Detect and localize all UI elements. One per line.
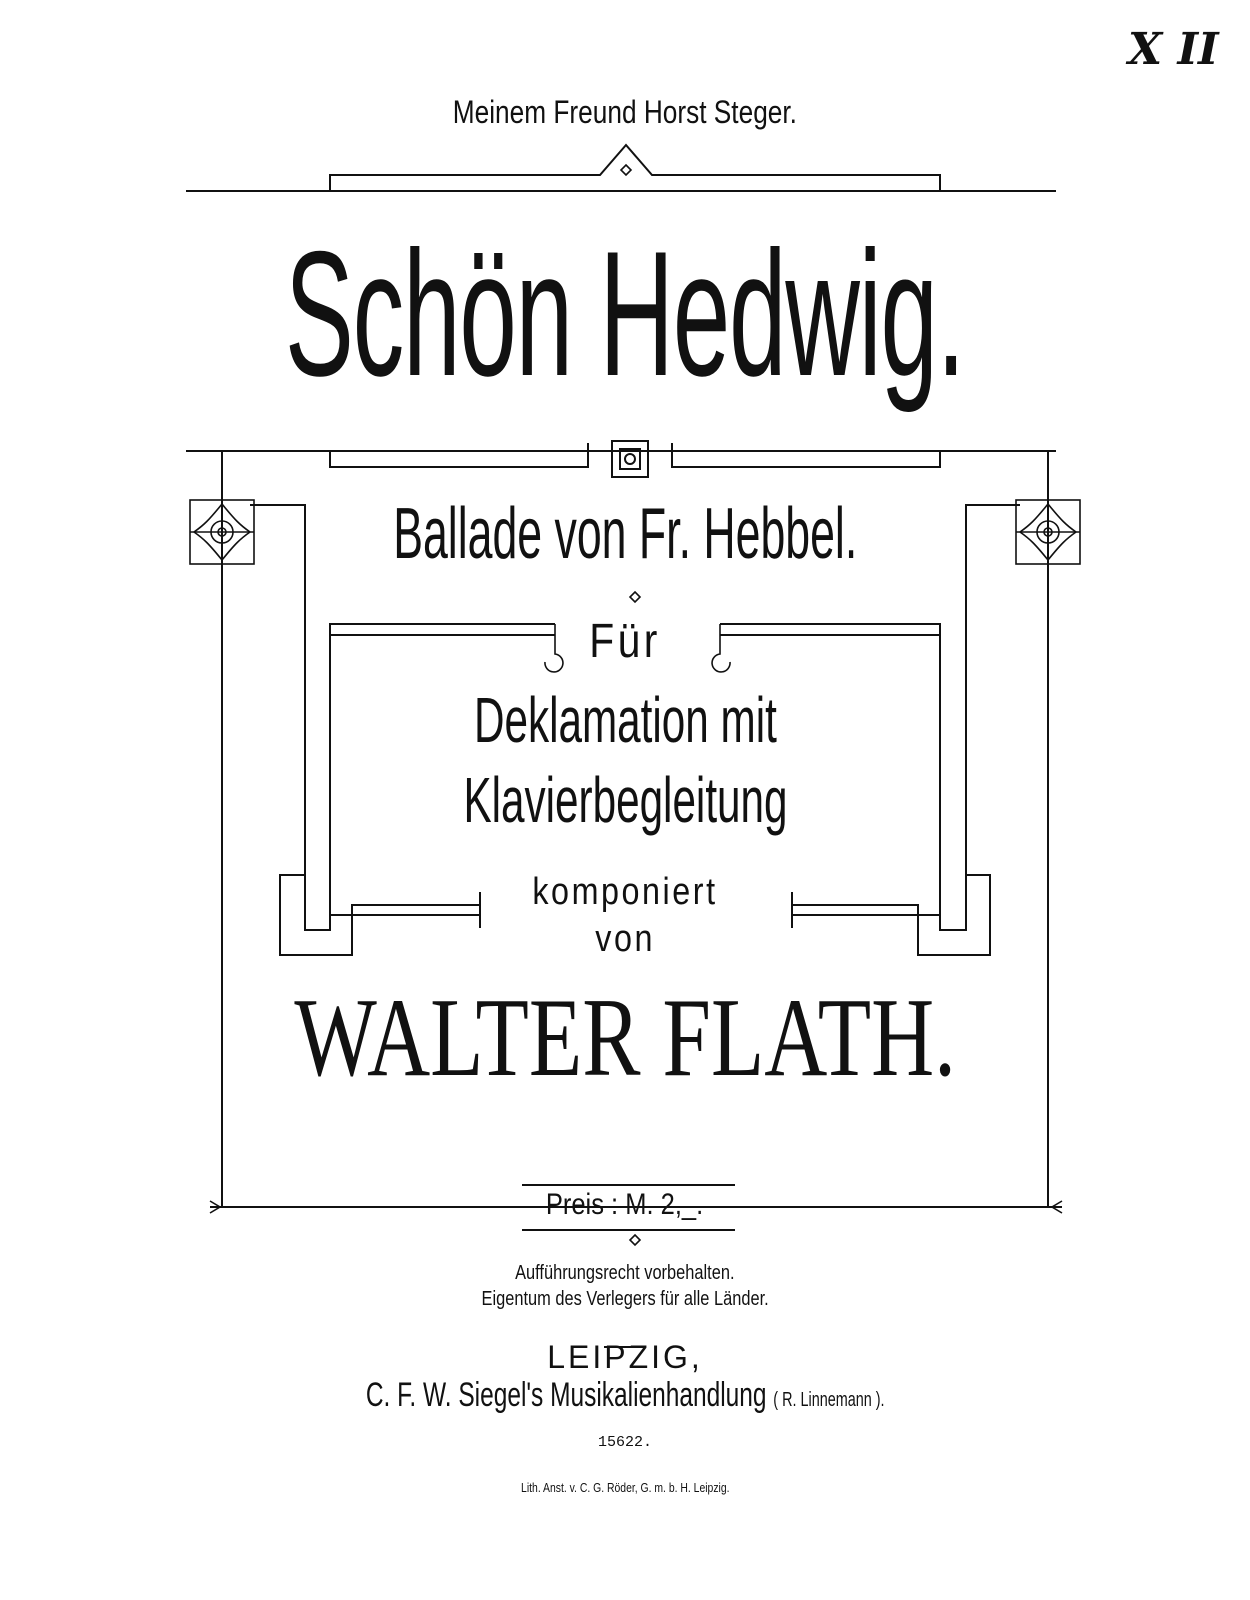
instrumentation-line-1: Deklamation mit bbox=[473, 684, 777, 756]
page-title: Schön Hedwig. bbox=[285, 214, 965, 413]
composer-name: WALTER FLATH. bbox=[294, 976, 956, 1100]
publisher-owner: ( R. Linnemann ). bbox=[773, 1389, 885, 1411]
ownership-notice: Eigentum des Verlegers für alle Länder. bbox=[481, 1288, 769, 1310]
performance-rights: Aufführungsrecht vorbehalten. bbox=[515, 1262, 735, 1284]
instrumentation-line-2: Klavierbegleitung bbox=[462, 764, 788, 836]
composed-by-line-1: komponiert bbox=[532, 871, 718, 913]
plate-number: 15622. bbox=[597, 1434, 652, 1451]
subtitle: Ballade von Fr. Hebbel. bbox=[392, 494, 858, 574]
for-label: Für bbox=[589, 615, 661, 668]
printer-imprint: Lith. Anst. v. C. G. Röder, G. m. b. H. Leipzig. bbox=[520, 1480, 730, 1495]
composed-by-line-2: von bbox=[595, 918, 655, 960]
publisher-line bbox=[0, 1378, 1250, 1412]
corner-catalog-mark: X II bbox=[1128, 24, 1219, 75]
publisher-name: C. F. W. Siegel's Musikalienhandlung bbox=[365, 1376, 767, 1414]
publisher-city: LEIPZIG, bbox=[547, 1339, 703, 1375]
dedication: Meinem Freund Horst Steger. bbox=[452, 94, 798, 130]
price: Preis : M. 2,_. bbox=[546, 1188, 704, 1221]
